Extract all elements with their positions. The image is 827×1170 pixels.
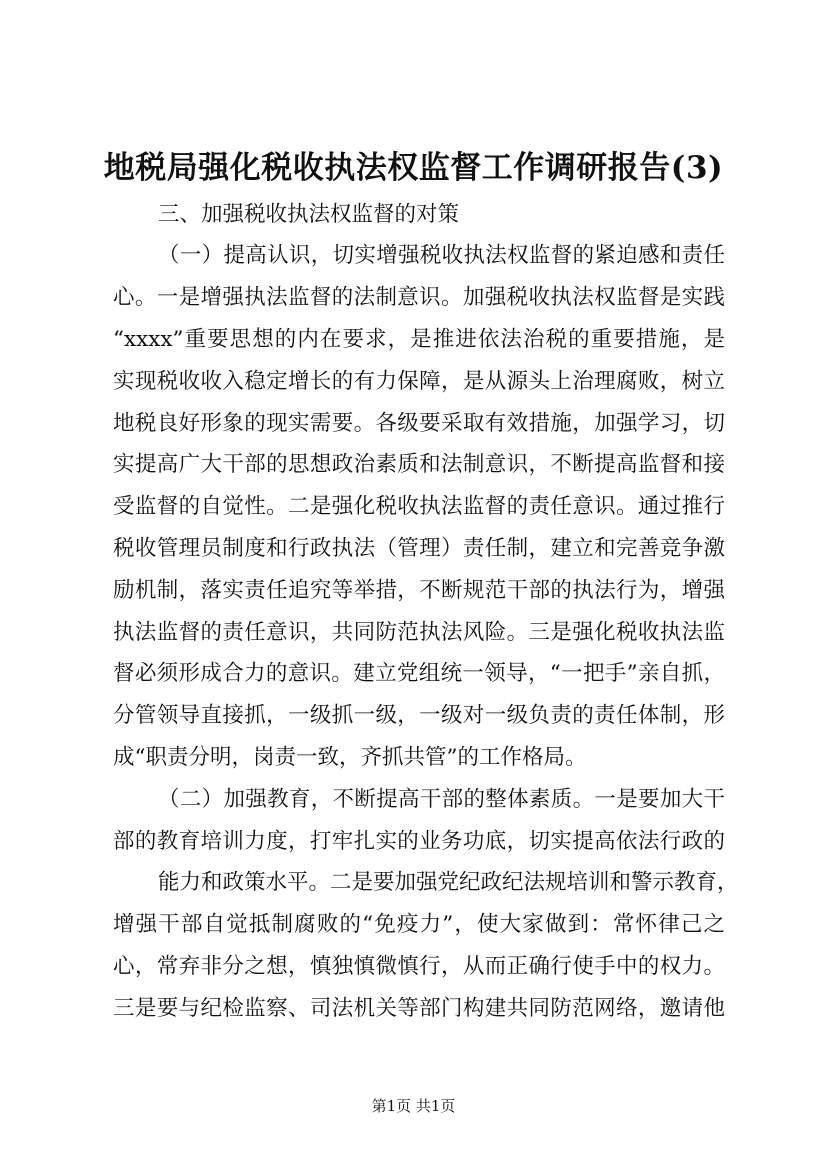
body-line: 受监督的自觉性。二是强化税收执法监督的责任意识。通过推行 bbox=[113, 494, 725, 519]
body-line: 部的教育培训力度，打牢扎实的业务功底，切实提高依法行政的 bbox=[113, 829, 725, 854]
body-line: 增强干部自觉抵制腐败的“免疫力”，使大家做到：常怀律己之 bbox=[113, 912, 725, 937]
body-line: 成“职责分明，岗责一致，齐抓共管”的工作格局。 bbox=[113, 745, 587, 770]
body-line: 心，常弃非分之想，慎独慎微慎行，从而正确行使手中的权力。 bbox=[113, 954, 725, 979]
body-line: （一）提高认识，切实增强税收执法权监督的紧迫感和责任 bbox=[158, 243, 725, 268]
body-line: 地税良好形象的现实需要。各级要采取有效措施，加强学习，切 bbox=[113, 411, 725, 436]
body-line: （二）加强教育，不断提高干部的整体素质。一是要加大干 bbox=[158, 787, 725, 812]
body-line: 三、加强税收执法权监督的对策 bbox=[158, 202, 460, 227]
body-line: 分管领导直接抓，一级抓一级，一级对一级负责的责任体制，形 bbox=[113, 703, 725, 728]
body-line: 励机制，落实责任追究等举措，不断规范干部的执法行为，增强 bbox=[113, 578, 725, 603]
body-line: 实现税收收入稳定增长的有力保障，是从源头上治理腐败，树立 bbox=[113, 369, 725, 394]
body-line: 能力和政策水平。二是要加强党纪政纪法规培训和警示教育， bbox=[158, 870, 739, 895]
body-line: 实提高广大干部的思想政治素质和法制意识，不断提高监督和接 bbox=[113, 452, 725, 477]
document-title: 地税局强化税收执法权监督工作调研报告(3) bbox=[103, 150, 724, 186]
body-line: 督必须形成合力的意识。建立党组统一领导，“一把手”亲自抓， bbox=[113, 661, 725, 686]
body-line: 执法监督的责任意识，共同防范执法风险。三是强化税收执法监 bbox=[113, 620, 725, 645]
body-line: 税收管理员制度和行政执法（管理）责任制，建立和完善竞争激 bbox=[113, 536, 725, 561]
body-line: “xxxx”重要思想的内在要求，是推进依法治税的重要措施，是 bbox=[113, 327, 725, 352]
body-line: 心。一是增强执法监督的法制意识。加强税收执法权监督是实践 bbox=[113, 285, 725, 310]
body-line: 三是要与纪检监察、司法机关等部门构建共同防范网络，邀请他 bbox=[113, 996, 725, 1021]
page-footer: 第1页 共1页 bbox=[371, 1097, 456, 1115]
